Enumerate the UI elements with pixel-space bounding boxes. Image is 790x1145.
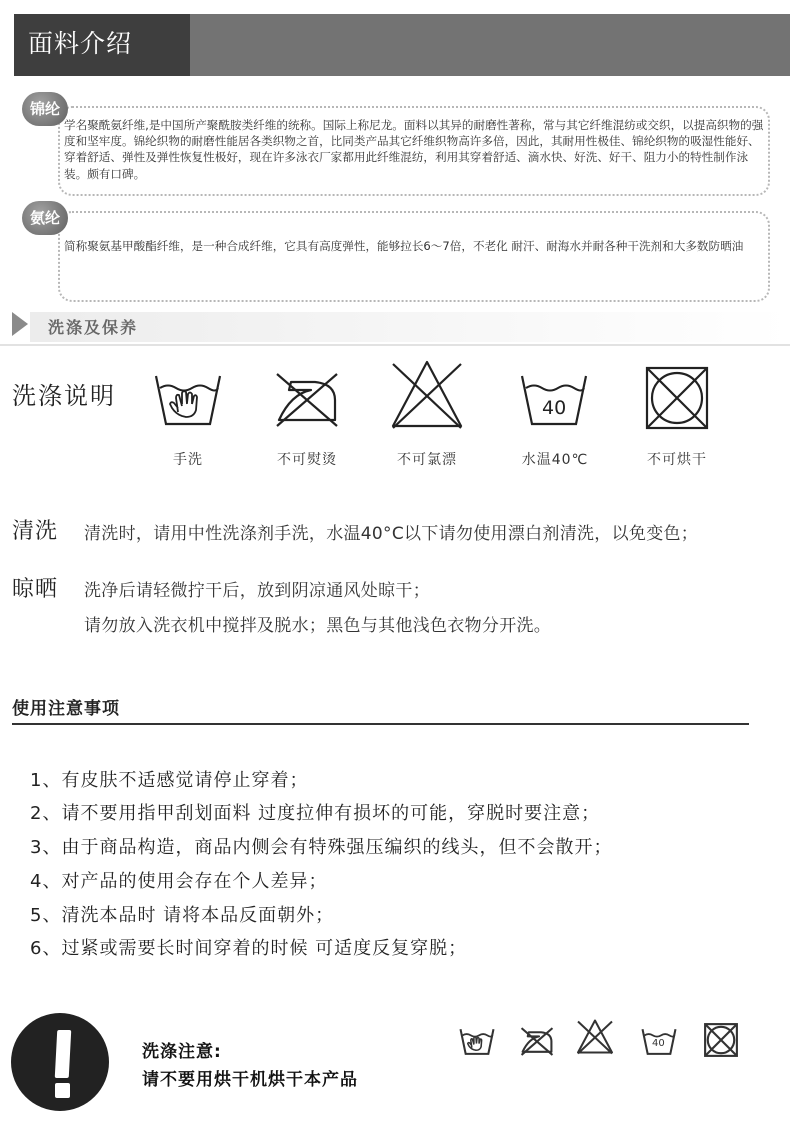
wash-text: 清洗时，请用中性洗涤剂手洗，水温40°C以下请勿使用漂白剂清洗，以免变色； [84,524,699,544]
no-bleach-icon [389,358,465,432]
note-item: 4、对产品的使用会存在个人差异； [30,871,328,892]
fabric-box-spandex [58,211,770,302]
fabric-description-nylon: 学名聚酰氨纤维,是中国所产聚酰胺类纤维的统称。国际上称尼龙。面料以其异的耐磨性著称，常与其它纤维混纺或交织，以提高织物的强度和坚牢度。锦纶织物的耐磨性能居各类织物之首，比同类产品其它纤维织物高许多倍，因此，其耐用性极佳、锦纶织物的吸湿性能好、穿着舒适、弹性及弹性恢复性极好，现在许多泳衣厂家都用此纤维混纺，利用其穿着舒适、滴水快、好洗、好干、阻力小的特性制作泳装。颇有口碑。 [64,118,764,181]
no-tumble-dry-icon [643,364,711,432]
fabric-description-spandex: 简称聚氨基甲酸酯纤维，是一种合成纤维，它具有高度弹性，能够拉长6～7倍，不老化 耐汗、耐海水并耐各种干洗剂和大多数防晒油 [64,239,744,253]
dry-text-2: 请勿放入洗衣机中搅拌及脱水；黑色与其他浅色衣物分开洗。 [84,616,552,636]
exclamation-bar [55,1030,72,1078]
hand-wash-icon [458,1024,496,1058]
care-label-hand-wash: 手洗 [173,452,203,468]
warning-title: 洗涤注意: [142,1042,222,1062]
no-iron-icon [518,1024,556,1058]
fabric-badge-nylon: 锦纶 [22,92,68,126]
section-title: 洗涤及保养 [48,318,139,337]
section-divider [0,344,790,346]
dry-text-1: 洗净后请轻微拧干后，放到阴凉通风处晾干； [84,581,430,601]
note-item: 6、过紧或需要长时间穿着的时候 可适度反复穿脱； [30,938,468,959]
care-label-no-bleach: 不可氯漂 [397,452,457,468]
notes-divider [12,723,749,725]
note-item: 1、有皮肤不适感觉请停止穿着； [30,770,309,791]
no-iron-icon [271,366,343,432]
page-title: 面料介绍 [14,14,190,76]
warning-text: 请不要用烘干机烘干本产品 [142,1070,358,1090]
section-arrow-icon [12,312,28,336]
no-bleach-icon [576,1017,614,1057]
care-label-no-iron: 不可熨烫 [277,452,337,468]
note-item: 3、由于商品构造，商品内侧会有特殊强压编织的线头，但不会散开； [30,837,613,858]
fabric-badge-spandex: 氨纶 [22,201,68,235]
wash-label: 清洗 [12,519,59,544]
notes-title: 使用注意事项 [12,699,120,719]
care-label-no-tumble-dry: 不可烘干 [647,452,707,468]
care-label-water-temp: 水温40℃ [521,452,589,468]
hand-wash-icon [152,366,224,432]
exclamation-dot [55,1083,70,1098]
section-bar [30,312,790,342]
water-temp-value: 40 [542,397,567,419]
small-water-temp-value: 40 [652,1038,665,1049]
note-item: 2、请不要用指甲刮划面料 过度拉伸有损坏的可能，穿脱时要注意； [30,803,601,824]
no-tumble-dry-icon [703,1022,739,1058]
dry-label: 晾晒 [12,577,59,602]
care-title: 洗涤说明 [12,382,116,410]
note-item: 5、清洗本品时 请将本品反面朝外； [30,905,335,926]
